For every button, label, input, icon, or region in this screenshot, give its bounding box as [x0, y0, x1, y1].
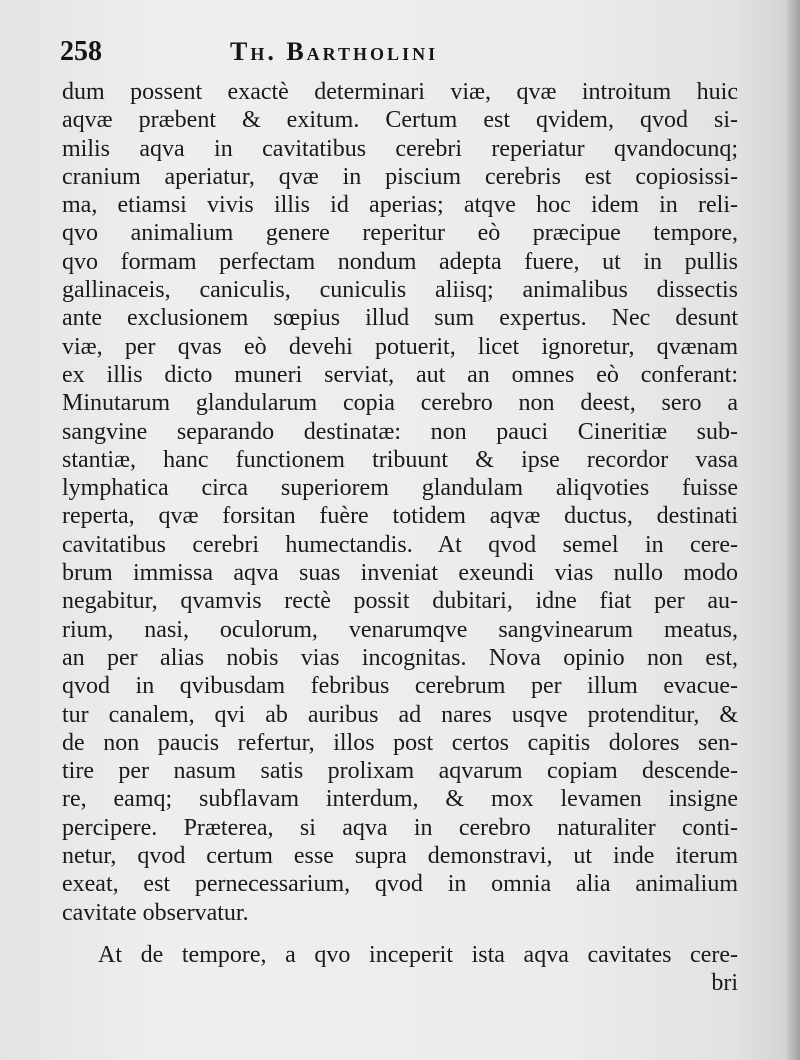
text-line: ex illis dicto muneri serviat, aut an omnes eò conferant:: [62, 361, 738, 388]
text-line: reperta, qvæ forsitan fuère totidem aqvæ ductus, destinati: [62, 503, 738, 530]
text-line: re, eamq; subflavam interdum, & mox levamen insigne: [62, 786, 738, 813]
text-line: percipere. Præterea, si aqva in cerebro naturaliter conti-: [62, 814, 738, 841]
text-line: an per alias nobis vias incognitas. Nova opinio non est,: [62, 644, 738, 671]
text-line: ante exclusionem sœpius illud sum expertus. Nec desunt: [62, 305, 738, 332]
text-line: brum immissa aqva suas inveniat exeundi vias nullo modo: [62, 560, 738, 587]
paragraph-opening-line: At de tempore, a qvo inceperit ista aqva cavitates cere-: [98, 941, 738, 968]
text-line: qvo formam perfectam nondum adepta fuere, ut in pullis: [62, 248, 738, 275]
text-line: tire per nasum satis prolixam aqvarum copiam descende-: [62, 758, 738, 785]
text-line: cavitatibus cerebri humectandis. At qvod semel in cere-: [62, 531, 738, 558]
text-line: qvo animalium genere reperitur eò præcipue tempore,: [62, 220, 738, 247]
page-edge-shadow: [786, 0, 800, 1060]
running-title: Th. Bartholini: [230, 37, 439, 66]
text-line: aqvæ præbent & exitum. Certum est qvidem, qvod si-: [62, 107, 738, 134]
text-line: rium, nasi, oculorum, venarumqve sangvinearum meatus,: [62, 616, 738, 643]
text-line: lymphatica circa superiorem glandulam aliqvoties fuisse: [62, 475, 738, 502]
text-line: dum possent exactè determinari viæ, qvæ introitum huic: [62, 79, 738, 105]
text-line: stantiæ, hanc functionem tribuunt & ipse recordor vasa: [62, 446, 738, 473]
text-line: sangvine separando destinatæ: non pauci Cineritiæ sub-: [62, 418, 738, 445]
running-head: [60, 36, 740, 80]
text-line: negabitur, qvamvis rectè possit dubitari, idne fiat per au-: [62, 588, 738, 615]
text-line: gallinaceis, caniculis, cuniculis aliisq; animalibus dissectis: [62, 277, 738, 304]
text-line: exeat, est pernecessarium, qvod in omnia alia animalium: [62, 871, 738, 898]
text-line: milis aqva in cavitatibus cerebri reperiatur qvandocunq;: [62, 135, 738, 162]
catchword: bri: [711, 970, 738, 997]
page-number: 258: [60, 36, 102, 67]
body-text: [62, 78, 738, 998]
text-line: tur canalem, qvi ab auribus ad nares usqve protenditur, &: [62, 701, 738, 728]
text-line: de non paucis refertur, illos post certos capitis dolores sen-: [62, 729, 738, 756]
text-line: viæ, per qvas eò devehi potuerit, licet ignoretur, qvænam: [62, 333, 738, 360]
text-line: ma, etiamsi vivis illis id aperias; atqve hoc idem in reli-: [62, 192, 738, 219]
text-line: cranium aperiatur, qvæ in piscium cerebris est copiosissi-: [62, 163, 738, 190]
text-line: Minutarum glandularum copia cerebro non deest, sero a: [62, 390, 738, 417]
text-line: cavitate observatur.: [62, 899, 249, 926]
text-line: netur, qvod certum esse supra demonstravi, ut inde iterum: [62, 843, 738, 870]
text-line: qvod in qvibusdam febribus cerebrum per illum evacue-: [62, 673, 738, 700]
